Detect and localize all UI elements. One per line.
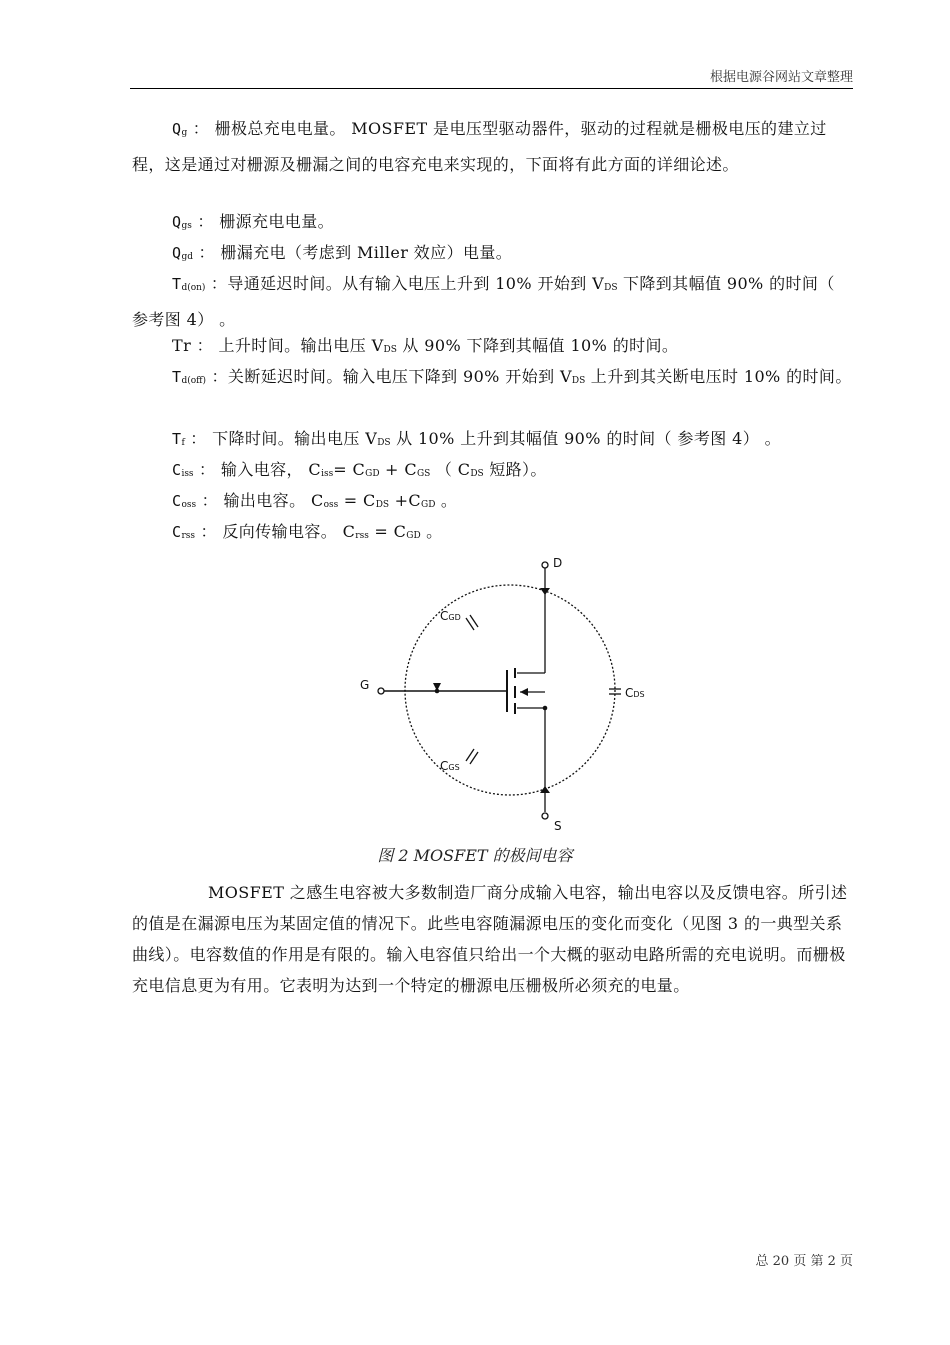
def-tf: Tf ： 下降时间。输出电压 VDS 从 10% 上升到其幅值 90% 的时间（ 参考图 4） 。 [172, 429, 781, 448]
def-qgs: Qgs ： 栅源充电电量。 [172, 212, 335, 231]
body-paragraph: MOSFET 之感生电容被大多数制造厂商分成输入电容，输出电容以及反馈电容。所引述的值是在漏源电压为某固定值的情况下。此些电容随漏源电压的变化而变化（见图 3 的一典型关系曲线）。电容数值的作用是有限的。输入电容值只给出一个大概的驱动电路所需的充电说明。而栅极充电信息更为有用。它表明为达到一个特定的栅源电压栅极所必须充的电量。 [132, 883, 848, 995]
figure-caption: 图 2 MOSFET 的极间电容 [377, 846, 573, 865]
source-terminal [542, 813, 548, 819]
page-header: 根据电源谷网站文章整理 [709, 70, 853, 85]
def-qgd: Qgd ： 栅漏充电（考虑到 Miller 效应）电量。 [172, 243, 513, 262]
def-coss: Coss ： 输出电容。 Coss = CDS +CGD 。 [172, 491, 458, 510]
page-footer: 总 20 页 第 2 页 [755, 1254, 853, 1269]
header-divider [130, 88, 853, 89]
def-tr: Tr ： 上升时间。输出电压 VDS 从 90% 下降到其幅值 10% 的时间。 [172, 336, 679, 355]
cgd-label: CGD [440, 609, 461, 623]
def-tdoff: Td(off) ：关断延迟时间。输入电压下降到 90% 开始到 VDS 上升到其关断电压时 10% 的时间。 [172, 367, 852, 386]
gate-label: G [360, 678, 370, 692]
cds-label: CDS [625, 686, 645, 700]
mosfet-capacitance-diagram [350, 550, 670, 840]
def-tdon: Td(on) ：导通延迟时间。从有输入电压上升到 10% 开始到 VDS 下降到其幅值 90% 的时间（ 参考图 4） 。 [132, 274, 835, 329]
def-crss: Crss ： 反向传输电容。 Crss = CGD 。 [172, 522, 443, 541]
cgs-label: CGS [440, 759, 460, 773]
def-qg: Qg ： 栅极总充电电量。 MOSFET 是电压型驱动器件，驱动的过程就是栅极电压的建立过程，这是通过对栅源及栅漏之间的电容充电来实现的，下面将有此方面的详细论述。 [132, 119, 827, 174]
source-label: S [554, 819, 562, 833]
gate-terminal [378, 688, 384, 694]
drain-terminal [542, 562, 548, 568]
def-ciss: Ciss ： 输入电容， Ciss= CGD + CGS （ CDS 短路）。 [172, 460, 547, 479]
drain-label: D [553, 556, 563, 570]
